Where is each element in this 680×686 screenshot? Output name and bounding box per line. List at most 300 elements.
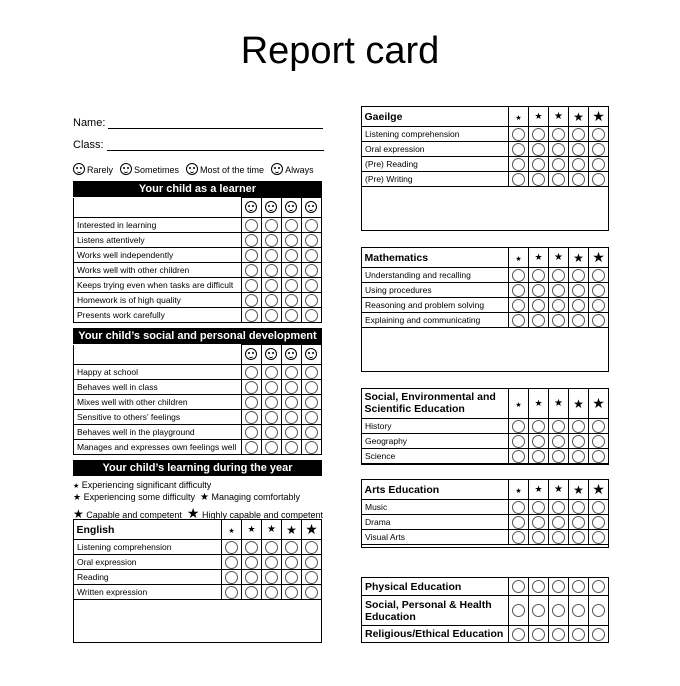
rating-circle[interactable] bbox=[305, 219, 318, 232]
learning-year-header: Your child’s learning during the year bbox=[73, 460, 322, 476]
star-3-icon: ★ bbox=[554, 484, 563, 495]
gaeilge-table bbox=[361, 106, 609, 187]
rating-circle[interactable] bbox=[592, 143, 605, 156]
star-2-icon: ★ bbox=[73, 492, 82, 502]
rating-circle[interactable] bbox=[285, 381, 298, 394]
rating-circle[interactable] bbox=[245, 571, 258, 584]
social-row bbox=[74, 440, 322, 455]
rating-circle[interactable] bbox=[285, 441, 298, 454]
legend-rarely: Rarely bbox=[87, 165, 114, 175]
learner-row-label: Presents work carefully bbox=[74, 308, 242, 323]
learner-row-label: Homework is of high quality bbox=[74, 293, 242, 308]
english-row bbox=[74, 570, 322, 585]
social-face-header-row bbox=[74, 345, 322, 365]
star-4-icon: ★ bbox=[73, 507, 84, 521]
sese-row-label: Science bbox=[362, 449, 509, 464]
other-subjects-table bbox=[361, 577, 609, 643]
rating-circle[interactable] bbox=[265, 381, 278, 394]
rating-circle[interactable] bbox=[512, 435, 525, 448]
star-3-icon: ★ bbox=[554, 398, 563, 409]
rating-circle[interactable] bbox=[265, 279, 278, 292]
rating-circle[interactable] bbox=[285, 249, 298, 262]
rating-circle[interactable] bbox=[512, 604, 525, 617]
gaeilge-row bbox=[362, 142, 609, 157]
mathematics-table bbox=[361, 247, 609, 328]
gaeilge-row bbox=[362, 127, 609, 142]
mathematics-row-label: Understanding and recalling bbox=[362, 268, 509, 283]
class-line[interactable] bbox=[107, 140, 324, 151]
name-field[interactable] bbox=[73, 117, 323, 129]
rating-circle[interactable] bbox=[245, 249, 258, 262]
rating-circle[interactable] bbox=[592, 128, 605, 141]
gaeilge-row bbox=[362, 172, 609, 187]
rating-circle[interactable] bbox=[305, 571, 318, 584]
english-table bbox=[73, 519, 322, 600]
rating-circle[interactable] bbox=[592, 420, 605, 433]
star-3-icon: ★ bbox=[267, 524, 276, 535]
learner-row-label: Listens attentively bbox=[74, 233, 242, 248]
learner-row bbox=[74, 308, 322, 323]
scale-1-label: Experiencing significant difficulty bbox=[81, 480, 212, 490]
rating-circle[interactable] bbox=[265, 541, 278, 554]
star-5-icon: ★ bbox=[592, 249, 605, 265]
rating-circle[interactable] bbox=[285, 426, 298, 439]
rating-circle[interactable] bbox=[245, 441, 258, 454]
rating-circle[interactable] bbox=[285, 411, 298, 424]
english-header-row bbox=[74, 520, 322, 540]
sese-row bbox=[362, 419, 609, 434]
rating-circle[interactable] bbox=[305, 441, 318, 454]
english-row-label: Listening comprehension bbox=[74, 540, 222, 555]
learner-row bbox=[74, 233, 322, 248]
rating-circle[interactable] bbox=[285, 264, 298, 277]
rating-circle[interactable] bbox=[305, 586, 318, 599]
sese-title: Social, Environmental and Scientific Education bbox=[362, 389, 509, 419]
rating-circle[interactable] bbox=[572, 580, 585, 593]
frequency-legend bbox=[73, 163, 321, 175]
mathematics-row-label: Using procedures bbox=[362, 283, 509, 298]
rating-circle[interactable] bbox=[285, 556, 298, 569]
rating-circle[interactable] bbox=[512, 580, 525, 593]
rating-circle[interactable] bbox=[305, 279, 318, 292]
star-4-icon: ★ bbox=[573, 250, 584, 265]
learner-row-label: Works well independently bbox=[74, 248, 242, 263]
mathematics-row-label: Explaining and communicating bbox=[362, 313, 509, 328]
rating-circle[interactable] bbox=[532, 128, 545, 141]
learner-table bbox=[73, 197, 322, 323]
rating-circle[interactable] bbox=[285, 571, 298, 584]
name-label: Name: bbox=[73, 117, 106, 129]
social-row-label: Behaves well in the playground bbox=[74, 425, 242, 440]
rating-circle[interactable] bbox=[592, 173, 605, 186]
rating-circle[interactable] bbox=[552, 269, 565, 282]
social-row bbox=[74, 425, 322, 440]
rating-circle[interactable] bbox=[512, 516, 525, 529]
rating-circle[interactable] bbox=[592, 531, 605, 544]
star-4-icon: ★ bbox=[286, 522, 297, 537]
rating-circle[interactable] bbox=[265, 294, 278, 307]
face-always-icon bbox=[305, 348, 317, 360]
rating-circle[interactable] bbox=[245, 279, 258, 292]
rating-circle[interactable] bbox=[305, 426, 318, 439]
rating-circle[interactable] bbox=[305, 366, 318, 379]
rating-circle[interactable] bbox=[572, 501, 585, 514]
arts-table bbox=[361, 479, 609, 545]
learner-row bbox=[74, 248, 322, 263]
gaeilge-row-label: Oral expression bbox=[362, 142, 509, 157]
arts-row bbox=[362, 500, 609, 515]
rating-circle[interactable] bbox=[532, 531, 545, 544]
star-3-icon: ★ bbox=[554, 252, 563, 263]
rating-circle[interactable] bbox=[552, 531, 565, 544]
star-5-icon: ★ bbox=[592, 395, 605, 411]
arts-row-label: Music bbox=[362, 500, 509, 515]
mathematics-row bbox=[362, 283, 609, 298]
star-4-icon: ★ bbox=[573, 109, 584, 124]
rating-circle[interactable] bbox=[512, 173, 525, 186]
rating-circle[interactable] bbox=[592, 501, 605, 514]
mathematics-row bbox=[362, 268, 609, 283]
class-field[interactable] bbox=[73, 139, 324, 151]
rating-circle[interactable] bbox=[532, 435, 545, 448]
gaeilge-row-label: (Pre) Writing bbox=[362, 172, 509, 187]
rating-circle[interactable] bbox=[285, 294, 298, 307]
learner-header: Your child as a learner bbox=[73, 181, 322, 197]
rating-circle[interactable] bbox=[552, 158, 565, 171]
star-2-icon: ★ bbox=[534, 398, 543, 408]
gaeilge-row-label: (Pre) Reading bbox=[362, 157, 509, 172]
rating-circle[interactable] bbox=[512, 284, 525, 297]
rating-circle[interactable] bbox=[285, 586, 298, 599]
star-5-icon: ★ bbox=[592, 481, 605, 497]
gaeilge-row-label: Listening comprehension bbox=[362, 127, 509, 142]
rating-circle[interactable] bbox=[532, 420, 545, 433]
star-4-icon: ★ bbox=[573, 482, 584, 497]
rating-circle[interactable] bbox=[532, 580, 545, 593]
rating-circle[interactable] bbox=[572, 531, 585, 544]
other-subject-row bbox=[362, 596, 609, 626]
rating-circle[interactable] bbox=[245, 396, 258, 409]
scale-3-label: Managing comfortably bbox=[211, 492, 301, 502]
star-2-icon: ★ bbox=[247, 524, 256, 534]
rating-circle[interactable] bbox=[245, 366, 258, 379]
rating-circle[interactable] bbox=[305, 396, 318, 409]
rating-circle[interactable] bbox=[225, 556, 238, 569]
class-label: Class: bbox=[73, 139, 104, 151]
rating-circle[interactable] bbox=[532, 516, 545, 529]
rating-circle[interactable] bbox=[532, 269, 545, 282]
arts-row bbox=[362, 515, 609, 530]
scale-4-label: Capable and competent bbox=[86, 510, 182, 520]
gaeilge-row bbox=[362, 157, 609, 172]
arts-title: Arts Education bbox=[362, 480, 509, 500]
rating-circle[interactable] bbox=[572, 420, 585, 433]
social-row-label: Manages and expresses own feelings well bbox=[74, 440, 242, 455]
rating-circle[interactable] bbox=[532, 628, 545, 641]
star-5-icon: ★ bbox=[186, 505, 200, 521]
rating-circle[interactable] bbox=[572, 435, 585, 448]
rating-circle[interactable] bbox=[572, 269, 585, 282]
rating-circle[interactable] bbox=[552, 450, 565, 463]
other-subject-row bbox=[362, 578, 609, 596]
face-sometimes-icon bbox=[265, 348, 277, 360]
rating-circle[interactable] bbox=[305, 249, 318, 262]
rating-circle[interactable] bbox=[285, 279, 298, 292]
star-1-icon: ★ bbox=[515, 401, 522, 409]
star-3-icon: ★ bbox=[554, 111, 563, 122]
arts-row-label: Visual Arts bbox=[362, 530, 509, 545]
rating-circle[interactable] bbox=[245, 309, 258, 322]
rating-circle[interactable] bbox=[265, 219, 278, 232]
social-row-label: Behaves well in class bbox=[74, 380, 242, 395]
arts-row-label: Drama bbox=[362, 515, 509, 530]
rating-circle[interactable] bbox=[572, 628, 585, 641]
rating-circle[interactable] bbox=[245, 234, 258, 247]
star-5-icon: ★ bbox=[305, 521, 318, 537]
arts-row bbox=[362, 530, 609, 545]
rating-circle[interactable] bbox=[552, 314, 565, 327]
sese-row-label: History bbox=[362, 419, 509, 434]
rating-circle[interactable] bbox=[532, 158, 545, 171]
rating-circle[interactable] bbox=[552, 420, 565, 433]
face-rarely-icon bbox=[245, 348, 257, 360]
other-subject-label: Religious/Ethical Education bbox=[362, 626, 509, 643]
rating-circle[interactable] bbox=[532, 173, 545, 186]
rating-circle[interactable] bbox=[512, 420, 525, 433]
mathematics-header-row bbox=[362, 248, 609, 268]
face-sometimes-icon bbox=[120, 163, 132, 175]
rating-circle[interactable] bbox=[512, 450, 525, 463]
face-always-icon bbox=[271, 163, 283, 175]
english-row-label: Written expression bbox=[74, 585, 222, 600]
rating-circle[interactable] bbox=[592, 628, 605, 641]
rating-circle[interactable] bbox=[512, 143, 525, 156]
rating-circle[interactable] bbox=[285, 396, 298, 409]
rating-circle[interactable] bbox=[285, 234, 298, 247]
rating-circle[interactable] bbox=[592, 516, 605, 529]
rating-circle[interactable] bbox=[552, 128, 565, 141]
rating-circle[interactable] bbox=[592, 435, 605, 448]
scale-5-label: Highly capable and competent bbox=[201, 510, 324, 520]
legend-always: Always bbox=[285, 165, 314, 175]
name-line[interactable] bbox=[108, 118, 323, 129]
rating-circle[interactable] bbox=[572, 158, 585, 171]
english-row bbox=[74, 540, 322, 555]
rating-circle[interactable] bbox=[265, 396, 278, 409]
rating-circle[interactable] bbox=[285, 541, 298, 554]
face-most-icon bbox=[285, 201, 297, 213]
rating-circle[interactable] bbox=[305, 411, 318, 424]
rating-circle[interactable] bbox=[305, 541, 318, 554]
rating-circle[interactable] bbox=[592, 269, 605, 282]
page-title: Report card bbox=[240, 30, 440, 72]
rating-circle[interactable] bbox=[512, 158, 525, 171]
rating-circle[interactable] bbox=[245, 411, 258, 424]
rating-circle[interactable] bbox=[592, 158, 605, 171]
other-subject-label: Physical Education bbox=[362, 578, 509, 596]
rating-circle[interactable] bbox=[552, 143, 565, 156]
rating-circle[interactable] bbox=[305, 556, 318, 569]
mathematics-row bbox=[362, 298, 609, 313]
rating-circle[interactable] bbox=[305, 309, 318, 322]
rating-circle[interactable] bbox=[592, 314, 605, 327]
rating-circle[interactable] bbox=[532, 284, 545, 297]
star-1-icon: ★ bbox=[515, 255, 522, 263]
gaeilge-header-row bbox=[362, 107, 609, 127]
mathematics-row bbox=[362, 313, 609, 328]
star-5-icon: ★ bbox=[592, 108, 605, 124]
sese-row bbox=[362, 449, 609, 464]
social-row bbox=[74, 380, 322, 395]
star-2-icon: ★ bbox=[534, 252, 543, 262]
rating-circle[interactable] bbox=[285, 309, 298, 322]
rating-circle[interactable] bbox=[572, 604, 585, 617]
rating-circle[interactable] bbox=[532, 450, 545, 463]
english-row-label: Reading bbox=[74, 570, 222, 585]
english-row-label: Oral expression bbox=[74, 555, 222, 570]
star-scale-legend bbox=[73, 480, 323, 522]
rating-circle[interactable] bbox=[552, 284, 565, 297]
other-subject-row bbox=[362, 626, 609, 643]
rating-circle[interactable] bbox=[572, 128, 585, 141]
rating-circle[interactable] bbox=[592, 580, 605, 593]
rating-circle[interactable] bbox=[305, 234, 318, 247]
social-row bbox=[74, 365, 322, 380]
mathematics-title: Mathematics bbox=[362, 248, 509, 268]
rating-circle[interactable] bbox=[265, 411, 278, 424]
rating-circle[interactable] bbox=[225, 571, 238, 584]
face-most-icon bbox=[186, 163, 198, 175]
rating-circle[interactable] bbox=[265, 441, 278, 454]
rating-circle[interactable] bbox=[265, 571, 278, 584]
english-row bbox=[74, 555, 322, 570]
sese-row bbox=[362, 434, 609, 449]
rating-circle[interactable] bbox=[512, 269, 525, 282]
rating-circle[interactable] bbox=[265, 426, 278, 439]
scale-2-label: Experiencing some difficulty bbox=[83, 492, 195, 502]
rating-circle[interactable] bbox=[512, 128, 525, 141]
rating-circle[interactable] bbox=[245, 294, 258, 307]
legend-most: Most of the time bbox=[200, 165, 265, 175]
english-title: English bbox=[74, 520, 222, 540]
gaeilge-title: Gaeilge bbox=[362, 107, 509, 127]
rating-circle[interactable] bbox=[265, 234, 278, 247]
rating-circle[interactable] bbox=[592, 299, 605, 312]
face-always-icon bbox=[305, 201, 317, 213]
rating-circle[interactable] bbox=[572, 173, 585, 186]
rating-circle[interactable] bbox=[225, 586, 238, 599]
learner-row-label: Works well with other children bbox=[74, 263, 242, 278]
rating-circle[interactable] bbox=[512, 299, 525, 312]
rating-circle[interactable] bbox=[572, 314, 585, 327]
rating-circle[interactable] bbox=[572, 299, 585, 312]
rating-circle[interactable] bbox=[245, 219, 258, 232]
rating-circle[interactable] bbox=[305, 294, 318, 307]
rating-circle[interactable] bbox=[265, 309, 278, 322]
rating-circle[interactable] bbox=[265, 586, 278, 599]
rating-circle[interactable] bbox=[512, 531, 525, 544]
rating-circle[interactable] bbox=[265, 556, 278, 569]
face-rarely-icon bbox=[245, 201, 257, 213]
learner-row bbox=[74, 293, 322, 308]
learner-row bbox=[74, 278, 322, 293]
legend-sometimes: Sometimes bbox=[134, 165, 180, 175]
learner-row-label: Interested in learning bbox=[74, 218, 242, 233]
rating-circle[interactable] bbox=[245, 541, 258, 554]
face-sometimes-icon bbox=[265, 201, 277, 213]
english-row bbox=[74, 585, 322, 600]
rating-circle[interactable] bbox=[245, 556, 258, 569]
rating-circle[interactable] bbox=[572, 143, 585, 156]
social-table bbox=[73, 344, 322, 455]
rating-circle[interactable] bbox=[572, 516, 585, 529]
rating-circle[interactable] bbox=[552, 516, 565, 529]
star-1-icon: ★ bbox=[515, 487, 522, 495]
rating-circle[interactable] bbox=[572, 284, 585, 297]
rating-circle[interactable] bbox=[552, 501, 565, 514]
rating-circle[interactable] bbox=[532, 501, 545, 514]
star-1-icon: ★ bbox=[515, 114, 522, 122]
rating-circle[interactable] bbox=[552, 435, 565, 448]
rating-circle[interactable] bbox=[265, 264, 278, 277]
arts-header-row bbox=[362, 480, 609, 500]
star-2-icon: ★ bbox=[534, 484, 543, 494]
social-row-label: Happy at school bbox=[74, 365, 242, 380]
rating-circle[interactable] bbox=[225, 541, 238, 554]
rating-circle[interactable] bbox=[265, 366, 278, 379]
rating-circle[interactable] bbox=[532, 299, 545, 312]
rating-circle[interactable] bbox=[532, 143, 545, 156]
face-most-icon bbox=[285, 348, 297, 360]
rating-circle[interactable] bbox=[305, 264, 318, 277]
rating-circle[interactable] bbox=[552, 299, 565, 312]
rating-circle[interactable] bbox=[552, 628, 565, 641]
sese-header-row bbox=[362, 389, 609, 419]
rating-circle[interactable] bbox=[552, 173, 565, 186]
rating-circle[interactable] bbox=[245, 586, 258, 599]
rating-circle[interactable] bbox=[532, 314, 545, 327]
rating-circle[interactable] bbox=[512, 628, 525, 641]
sese-row-label: Geography bbox=[362, 434, 509, 449]
rating-circle[interactable] bbox=[305, 381, 318, 394]
rating-circle[interactable] bbox=[265, 249, 278, 262]
other-subject-label: Social, Personal & Health Education bbox=[362, 596, 509, 626]
rating-circle[interactable] bbox=[285, 219, 298, 232]
social-row-label: Sensitive to others’ feelings bbox=[74, 410, 242, 425]
rating-circle[interactable] bbox=[552, 604, 565, 617]
rating-circle[interactable] bbox=[245, 264, 258, 277]
rating-circle[interactable] bbox=[245, 381, 258, 394]
rating-circle[interactable] bbox=[592, 604, 605, 617]
learner-row bbox=[74, 218, 322, 233]
rating-circle[interactable] bbox=[572, 450, 585, 463]
star-4-icon: ★ bbox=[573, 396, 584, 411]
mathematics-row-label: Reasoning and problem solving bbox=[362, 298, 509, 313]
rating-circle[interactable] bbox=[285, 366, 298, 379]
rating-circle[interactable] bbox=[532, 604, 545, 617]
rating-circle[interactable] bbox=[245, 426, 258, 439]
rating-circle[interactable] bbox=[552, 580, 565, 593]
sese-table bbox=[361, 388, 609, 464]
social-row-label: Mixes well with other children bbox=[74, 395, 242, 410]
learner-row-label: Keeps trying even when tasks are difficult bbox=[74, 278, 242, 293]
rating-circle[interactable] bbox=[512, 501, 525, 514]
star-3-icon: ★ bbox=[200, 492, 209, 503]
rating-circle[interactable] bbox=[592, 450, 605, 463]
rating-circle[interactable] bbox=[512, 314, 525, 327]
rating-circle[interactable] bbox=[592, 284, 605, 297]
social-header: Your child’s social and personal development bbox=[73, 328, 322, 344]
